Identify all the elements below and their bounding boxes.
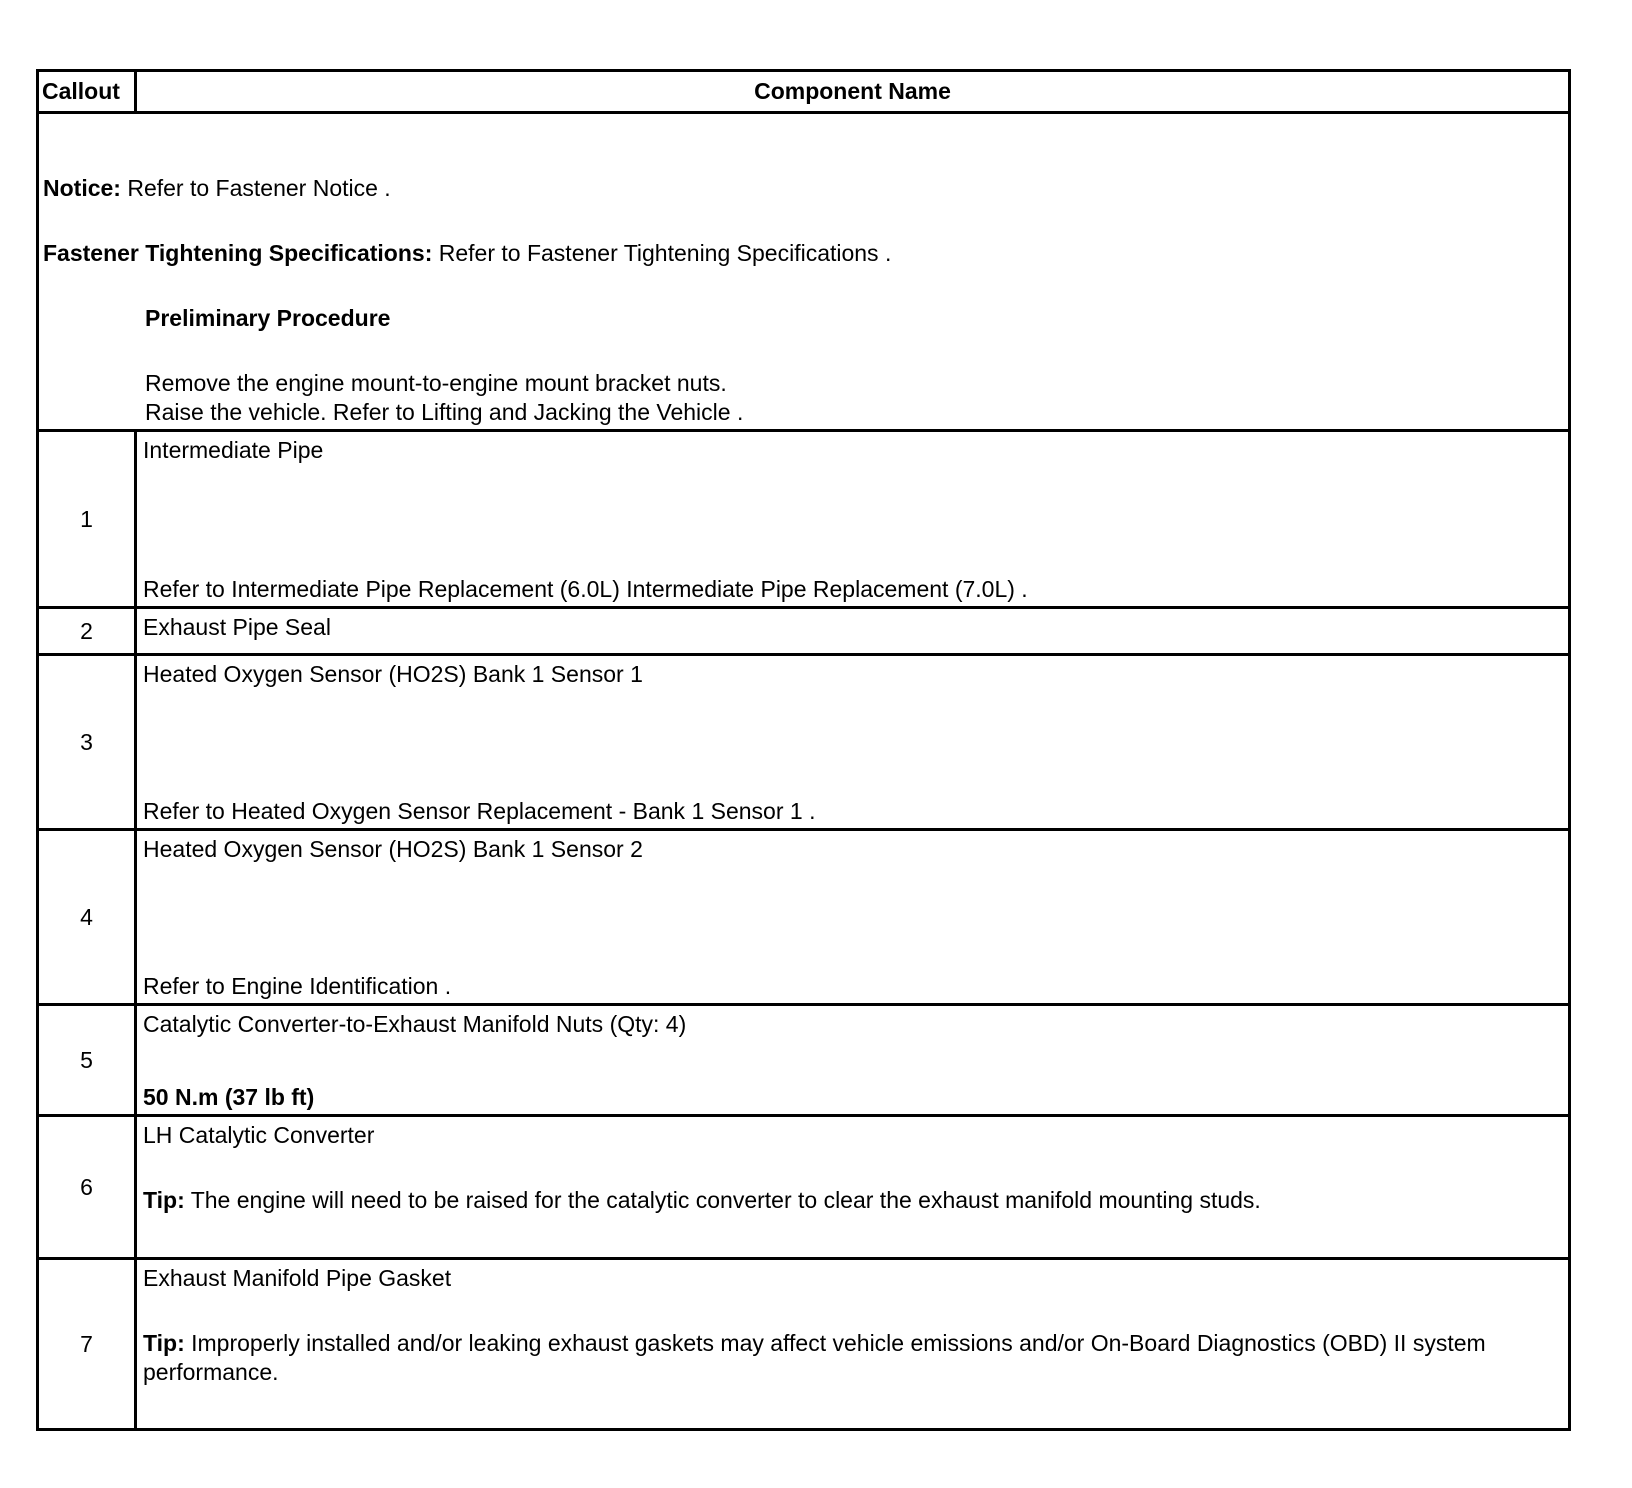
callout-number: 1 <box>38 431 136 608</box>
tip-line <box>143 1186 1562 1215</box>
component-reference: Refer to Intermediate Pipe Replacement (6.0L) Intermediate Pipe Replacement (7.0L) . <box>143 576 1028 602</box>
tip-label: Tip: <box>143 1330 185 1356</box>
component-name: LH Catalytic Converter <box>143 1122 375 1148</box>
tip-label: Tip: <box>143 1187 185 1213</box>
callout-number: 3 <box>38 655 136 830</box>
callout-number: 5 <box>38 1005 136 1116</box>
component-name: Heated Oxygen Sensor (HO2S) Bank 1 Sensor 1 <box>143 661 643 687</box>
table-row <box>38 1259 1570 1430</box>
procedure-step: Remove the engine mount-to-engine mount bracket nuts. <box>145 370 727 396</box>
callout-number: 2 <box>38 608 136 655</box>
fastener-spec-label: Fastener Tightening Specifications: <box>43 240 433 266</box>
tip-text: Improperly installed and/or leaking exhaust gaskets may affect vehicle emissions and/or On-Board Diagnostics (OBD) II system performance. <box>143 1330 1486 1385</box>
component-table-sheet <box>36 69 1568 1431</box>
component-cell <box>136 608 1570 655</box>
component-name: Catalytic Converter-to-Exhaust Manifold Nuts (Qty: 4) <box>143 1011 687 1037</box>
callout-number: 7 <box>38 1259 136 1430</box>
table-row <box>38 655 1570 830</box>
component-cell <box>136 655 1570 830</box>
callout-number: 4 <box>38 830 136 1005</box>
component-reference: Refer to Engine Identification . <box>143 973 452 999</box>
tip-line <box>143 1329 1562 1387</box>
notice-text: Refer to Fastener Notice . <box>127 175 391 201</box>
table-row <box>38 1116 1570 1259</box>
component-name: Intermediate Pipe <box>143 437 324 463</box>
torque-spec: 50 N.m (37 lb ft) <box>143 1084 315 1110</box>
tip-text: The engine will need to be raised for the catalytic converter to clear the exhaust manifold mounting studs. <box>190 1187 1261 1213</box>
component-cell <box>136 1116 1570 1259</box>
notice-label: Notice: <box>43 175 121 201</box>
component-cell <box>136 1005 1570 1116</box>
component-reference: Refer to Heated Oxygen Sensor Replacement - Bank 1 Sensor 1 . <box>143 798 816 824</box>
notice-line <box>43 174 391 203</box>
table-row <box>38 431 1570 608</box>
component-table <box>36 69 1571 1431</box>
component-name: Heated Oxygen Sensor (HO2S) Bank 1 Sensor 2 <box>143 836 643 862</box>
procedure-step: Raise the vehicle. Refer to Lifting and Jacking the Vehicle . <box>145 399 744 425</box>
preamble-cell <box>38 113 1570 431</box>
header-row <box>38 71 1570 113</box>
fastener-spec-text: Refer to Fastener Tightening Specifications . <box>438 240 892 266</box>
fastener-spec-line <box>43 239 891 268</box>
preamble-row <box>38 113 1570 431</box>
callout-number: 6 <box>38 1116 136 1259</box>
table-row <box>38 1005 1570 1116</box>
component-name: Exhaust Manifold Pipe Gasket <box>143 1265 452 1291</box>
table-row <box>38 830 1570 1005</box>
component-name-column-header: Component Name <box>136 71 1570 113</box>
component-cell <box>136 1259 1570 1430</box>
callout-column-header: Callout <box>38 71 136 113</box>
component-cell <box>136 431 1570 608</box>
component-cell <box>136 830 1570 1005</box>
component-name: Exhaust Pipe Seal <box>143 614 331 640</box>
procedure-heading: Preliminary Procedure <box>145 305 391 331</box>
table-row <box>38 608 1570 655</box>
